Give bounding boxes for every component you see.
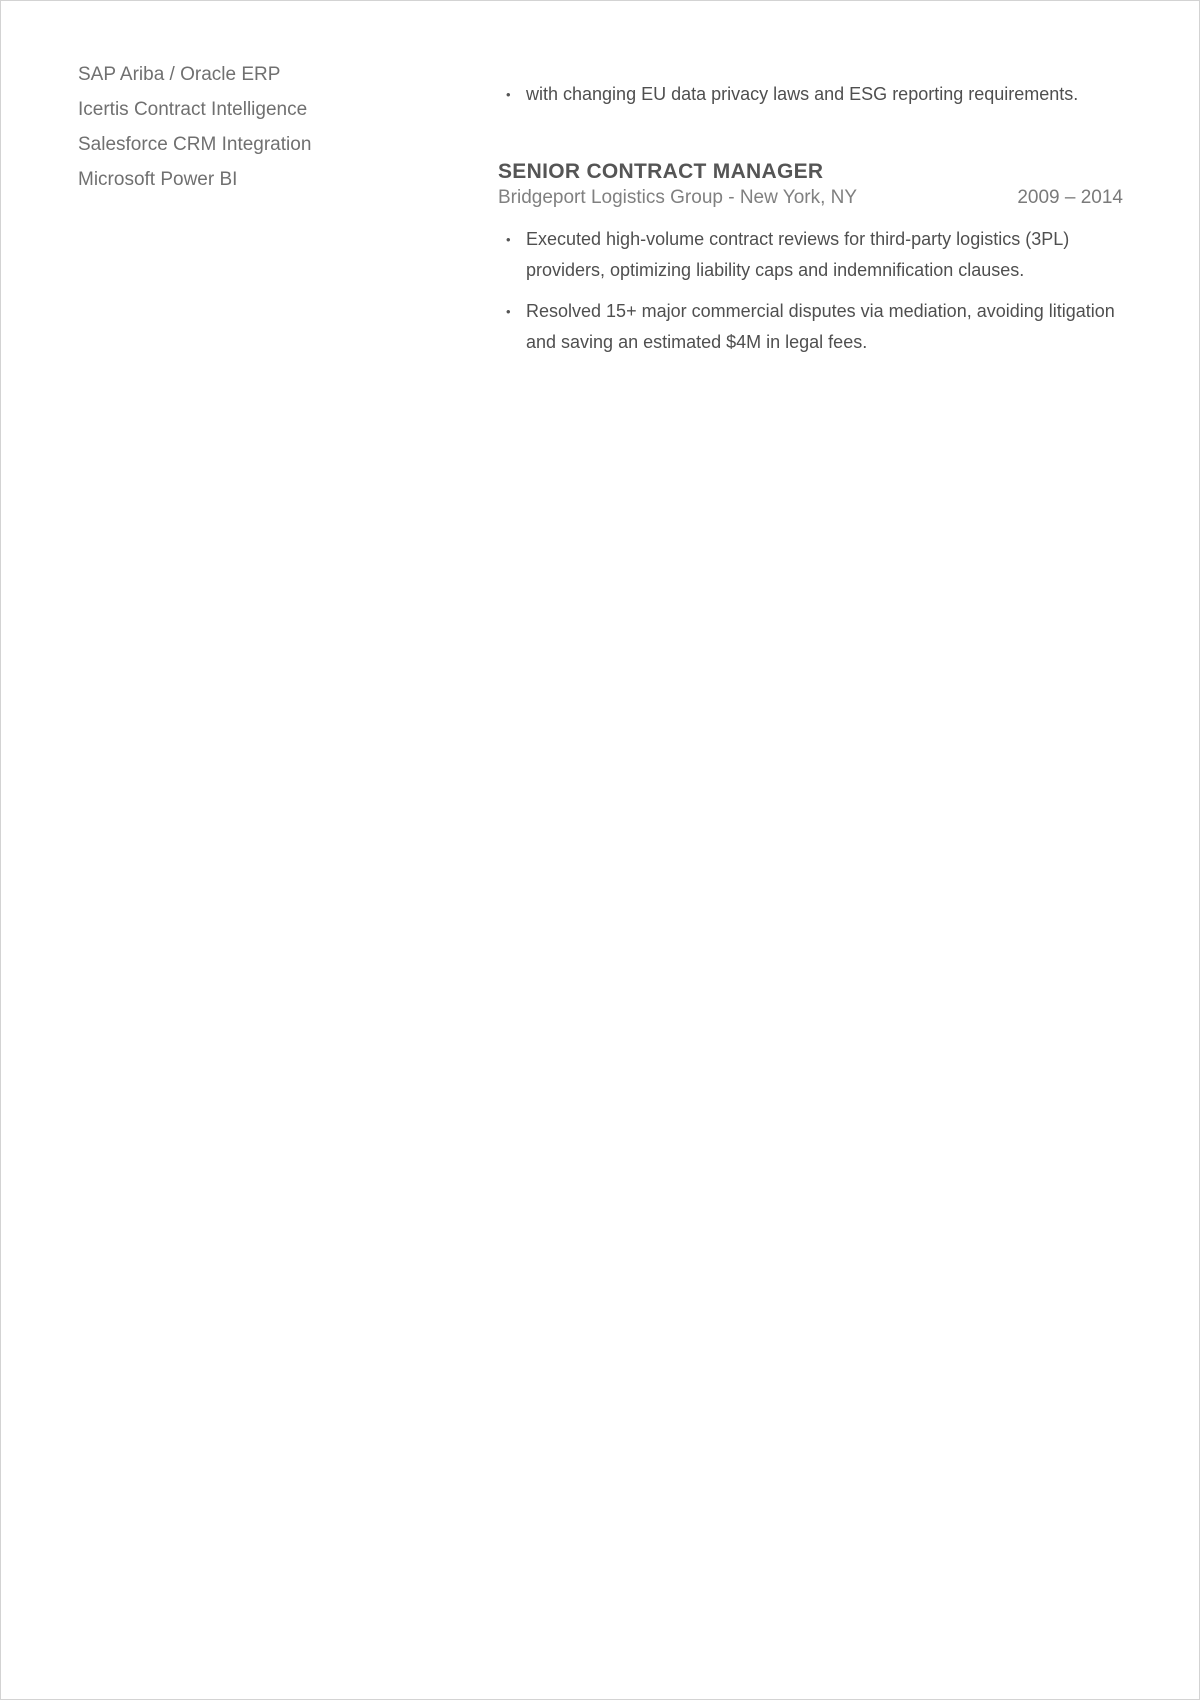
job-title: SENIOR CONTRACT MANAGER xyxy=(498,160,824,183)
job-bullet-list xyxy=(498,224,1123,358)
bullet-item: • with changing EU data privacy laws and ESG reporting requirements. xyxy=(526,79,1123,110)
skill-item: Microsoft Power BI xyxy=(78,169,238,190)
skill-item: Icertis Contract Intelligence xyxy=(78,99,308,120)
skills-column xyxy=(78,57,458,197)
experience-column xyxy=(498,79,1123,368)
job-meta xyxy=(498,186,1123,210)
bullet-item: • Executed high-volume contract reviews for third-party logistics (3PL) providers, optimizing liability caps and indemnification clauses. xyxy=(526,224,1123,286)
bullet-item: • Resolved 15+ major commercial disputes via mediation, avoiding litigation and saving an estimated $4M in legal fees. xyxy=(526,296,1123,358)
continued-bullet-list xyxy=(498,79,1123,110)
skill-item: SAP Ariba / Oracle ERP xyxy=(78,64,281,85)
job-company: Bridgeport Logistics Group - New York, NY xyxy=(498,187,858,208)
job-entry xyxy=(498,160,1123,358)
job-dates: 2009 – 2014 xyxy=(1017,187,1123,208)
skill-item: Salesforce CRM Integration xyxy=(78,134,312,155)
skills-list xyxy=(78,57,458,197)
